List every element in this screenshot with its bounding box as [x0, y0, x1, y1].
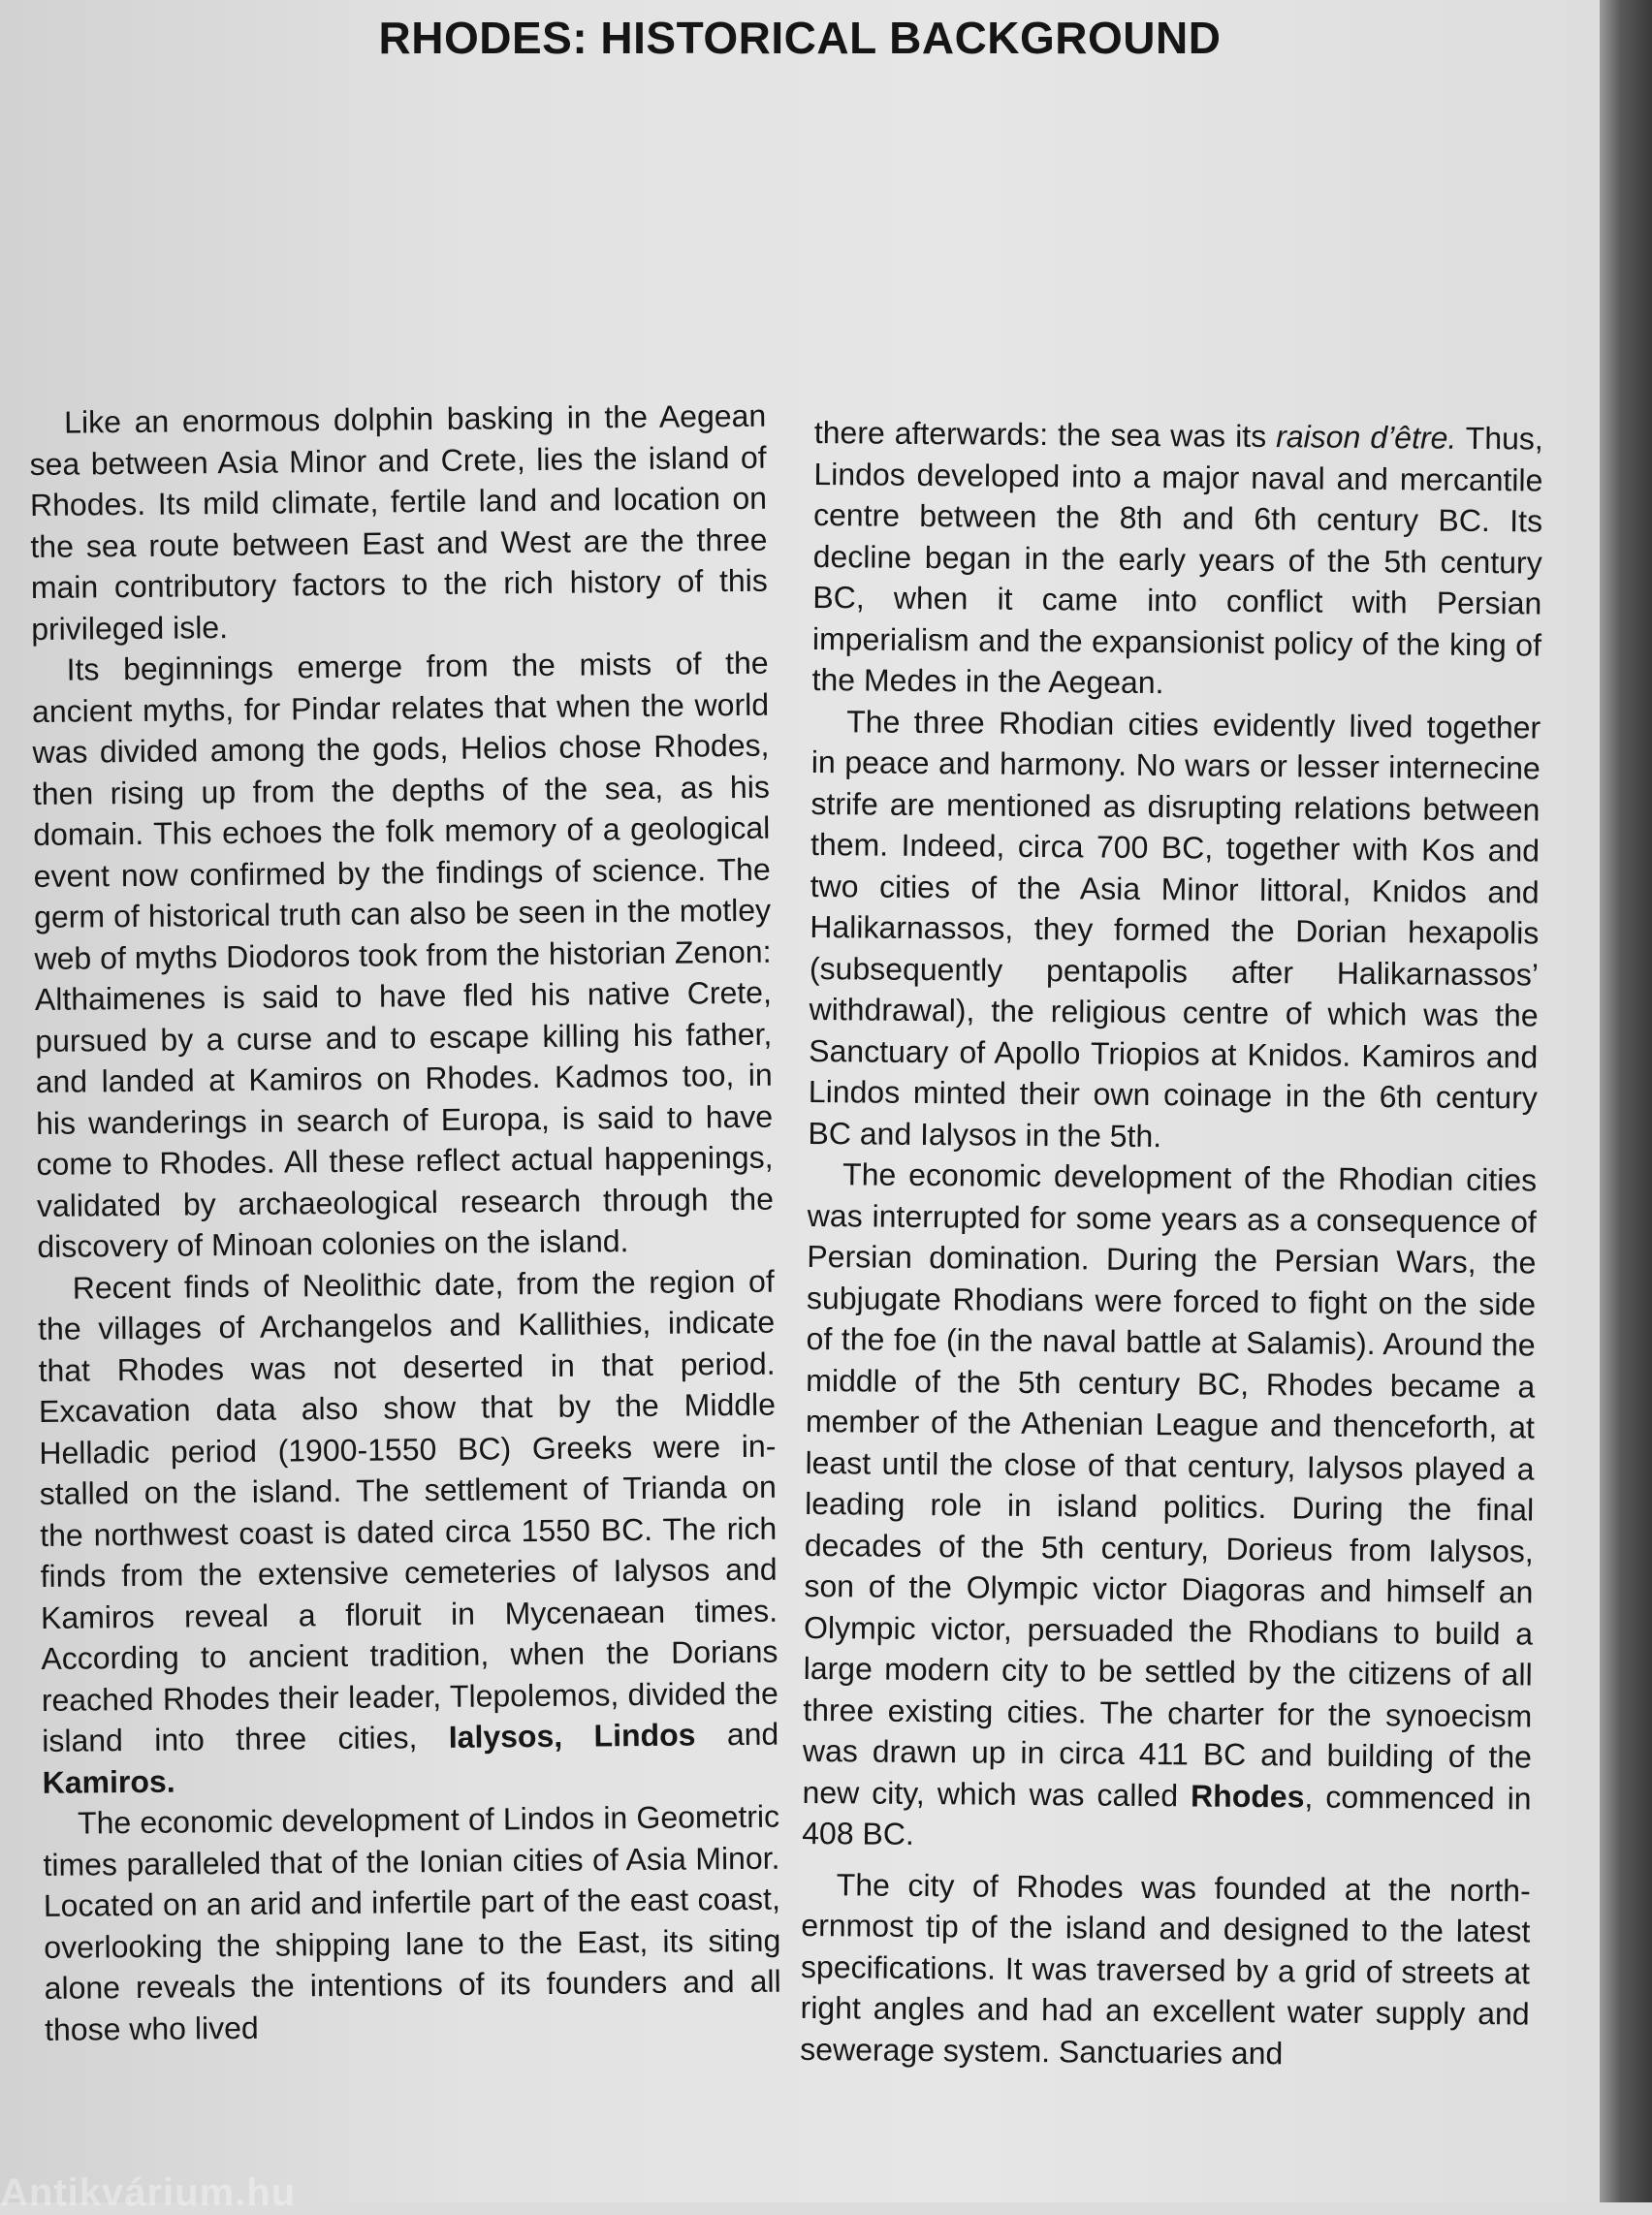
- book-spine-shadow: [1600, 0, 1652, 2202]
- city-name-bold: Kamiros.: [42, 1763, 175, 1800]
- paragraph: Its beginnings emerge from the mists of the ancient myths, for Pindar relates that when the world was divided among the gods, Helios chose Rhodes, then rising up from the depths of the sea, as his domain. This echoes the folk memory of a geological event now confirmed by the findings of science. The germ of historical truth can also be seen in the motley web of myths Diodoros took from the historian Zenon: Althaimenes is said to have fled his native Crete, pursued by a curse and to escape killing his father, and landed at Kamiros on Rhodes. Kadmos too, in his wanderings in search of Europa, is said to have come to Rhodes. All these reflect actual happenings, validated by archaeological research through the discovery of Minoan colonies on the island.: [31, 645, 775, 1264]
- paragraph: [38, 1260, 779, 1803]
- paragraph: The economic development of Lindos in Geometric times paralleled that of the Ionian cities of Asia Minor. Located on an arid and infertile part of the east coast, overlooking the shipping lane to the East, its siting alone reveals the intentions of its founders and all those who lived: [43, 1798, 781, 2047]
- page-title: RHODES: HISTORICAL BACKGROUND: [378, 13, 1222, 63]
- conjunction: and: [726, 1716, 779, 1753]
- paragraph: The three Rhodian cities evidently lived together in peace and harmony. No wars or lesser internecine strife are mentioned as disrupting relations between them. Indeed, circa 700 BC, together with Kos and two cities of the Asia Minor littoral, Knidos and Halikarnassos, they formed the Dorian hexapolis (subsequently pentapolis after Halikarnassos’ withdrawal), the religious centre of which was the Sanctuary of Apollo Triopios at Knidos. Kamiros and Lindos minted their own coinage in the 6th century BC and Ialysos in the 5th.: [808, 703, 1541, 1154]
- city-names-bold: Ialysos, Lindos: [448, 1717, 696, 1755]
- paragraph-text: there afterwards: the sea was its: [813, 414, 1267, 455]
- paragraph-text: Recent finds of Neolithic date, from the region of the villages of Archangelos and Kallithies, indicate that Rhodes was not deserted in that period. Excavation data also show that by the Middle Helladic period (1900-1550 BC) Greeks were installed on the island. The settlement of Trianda on the northwest coast is dated circa 1550 BC. The rich finds from the extensive cemeteries of Ialysos and Kamiros reveal a floruit in Mycenaean times. According to ancient tradition, when the Dorians reached Rhodes their leader, Tlepolemos, divided the island into three cities,: [38, 1263, 778, 1758]
- paragraph-text: The economic development of the Rhodian cities was interrupted for some years as a consequence of Persian domination. During the Persian Wars, the subjugate Rhodians were forced to fight on the side of the foe (in the naval battle at Salamis). Around the middle of the 5th century BC, Rhodes became a member of the Athenian League and thenceforth, at least until the close of that century, Ialysos played a leading role in island politics. During the final decades of the 5th century, Dorieus from Ialysos, son of the Olympic victor Diagoras and himself an Olympic victor, persuaded the Rhodians to build a large modern city to be settled by the citizens of all three existing cities. The charter for the synoecism was drawn up in circa 411 BC and building of the new city, which was called: [802, 1156, 1538, 1813]
- paragraph-text: Thus, Lindos developed into a major naval and mercantile centre between the 8th and 6th century BC. Its decline began in the early years of the 5th century BC, when it came into conflict with Persian imperialism and the expansionist policy of the king of the Medes in the Aegean.: [811, 420, 1543, 701]
- italic-phrase: raison d’être.: [1276, 419, 1457, 456]
- paragraph: The city of Rhodes was founded at the northernmost tip of the island and designed to the latest specifications. It was traversed by a grid of streets at right angles and had an excellent water supply and sewerage system. Sanctuaries and: [800, 1866, 1531, 2071]
- city-name-bold: Rhodes: [1190, 1777, 1305, 1814]
- paragraph: Like an enormous dolphin basking in the Aegean sea between Asia Minor and Crete, lies the island of Rhodes. Its mild climate, fertile land and location on the sea route between East and West are the three main contributory factors to the rich history of this privileged isle.: [29, 397, 768, 647]
- paragraph-continued: [811, 412, 1543, 707]
- paragraph-text: , commenced in 408 BC.: [802, 1778, 1532, 1851]
- left-column: [29, 396, 781, 2050]
- watermark: Antikvárium.hu: [0, 2171, 297, 2214]
- right-column: [800, 412, 1543, 2075]
- paragraph: [802, 1154, 1537, 1860]
